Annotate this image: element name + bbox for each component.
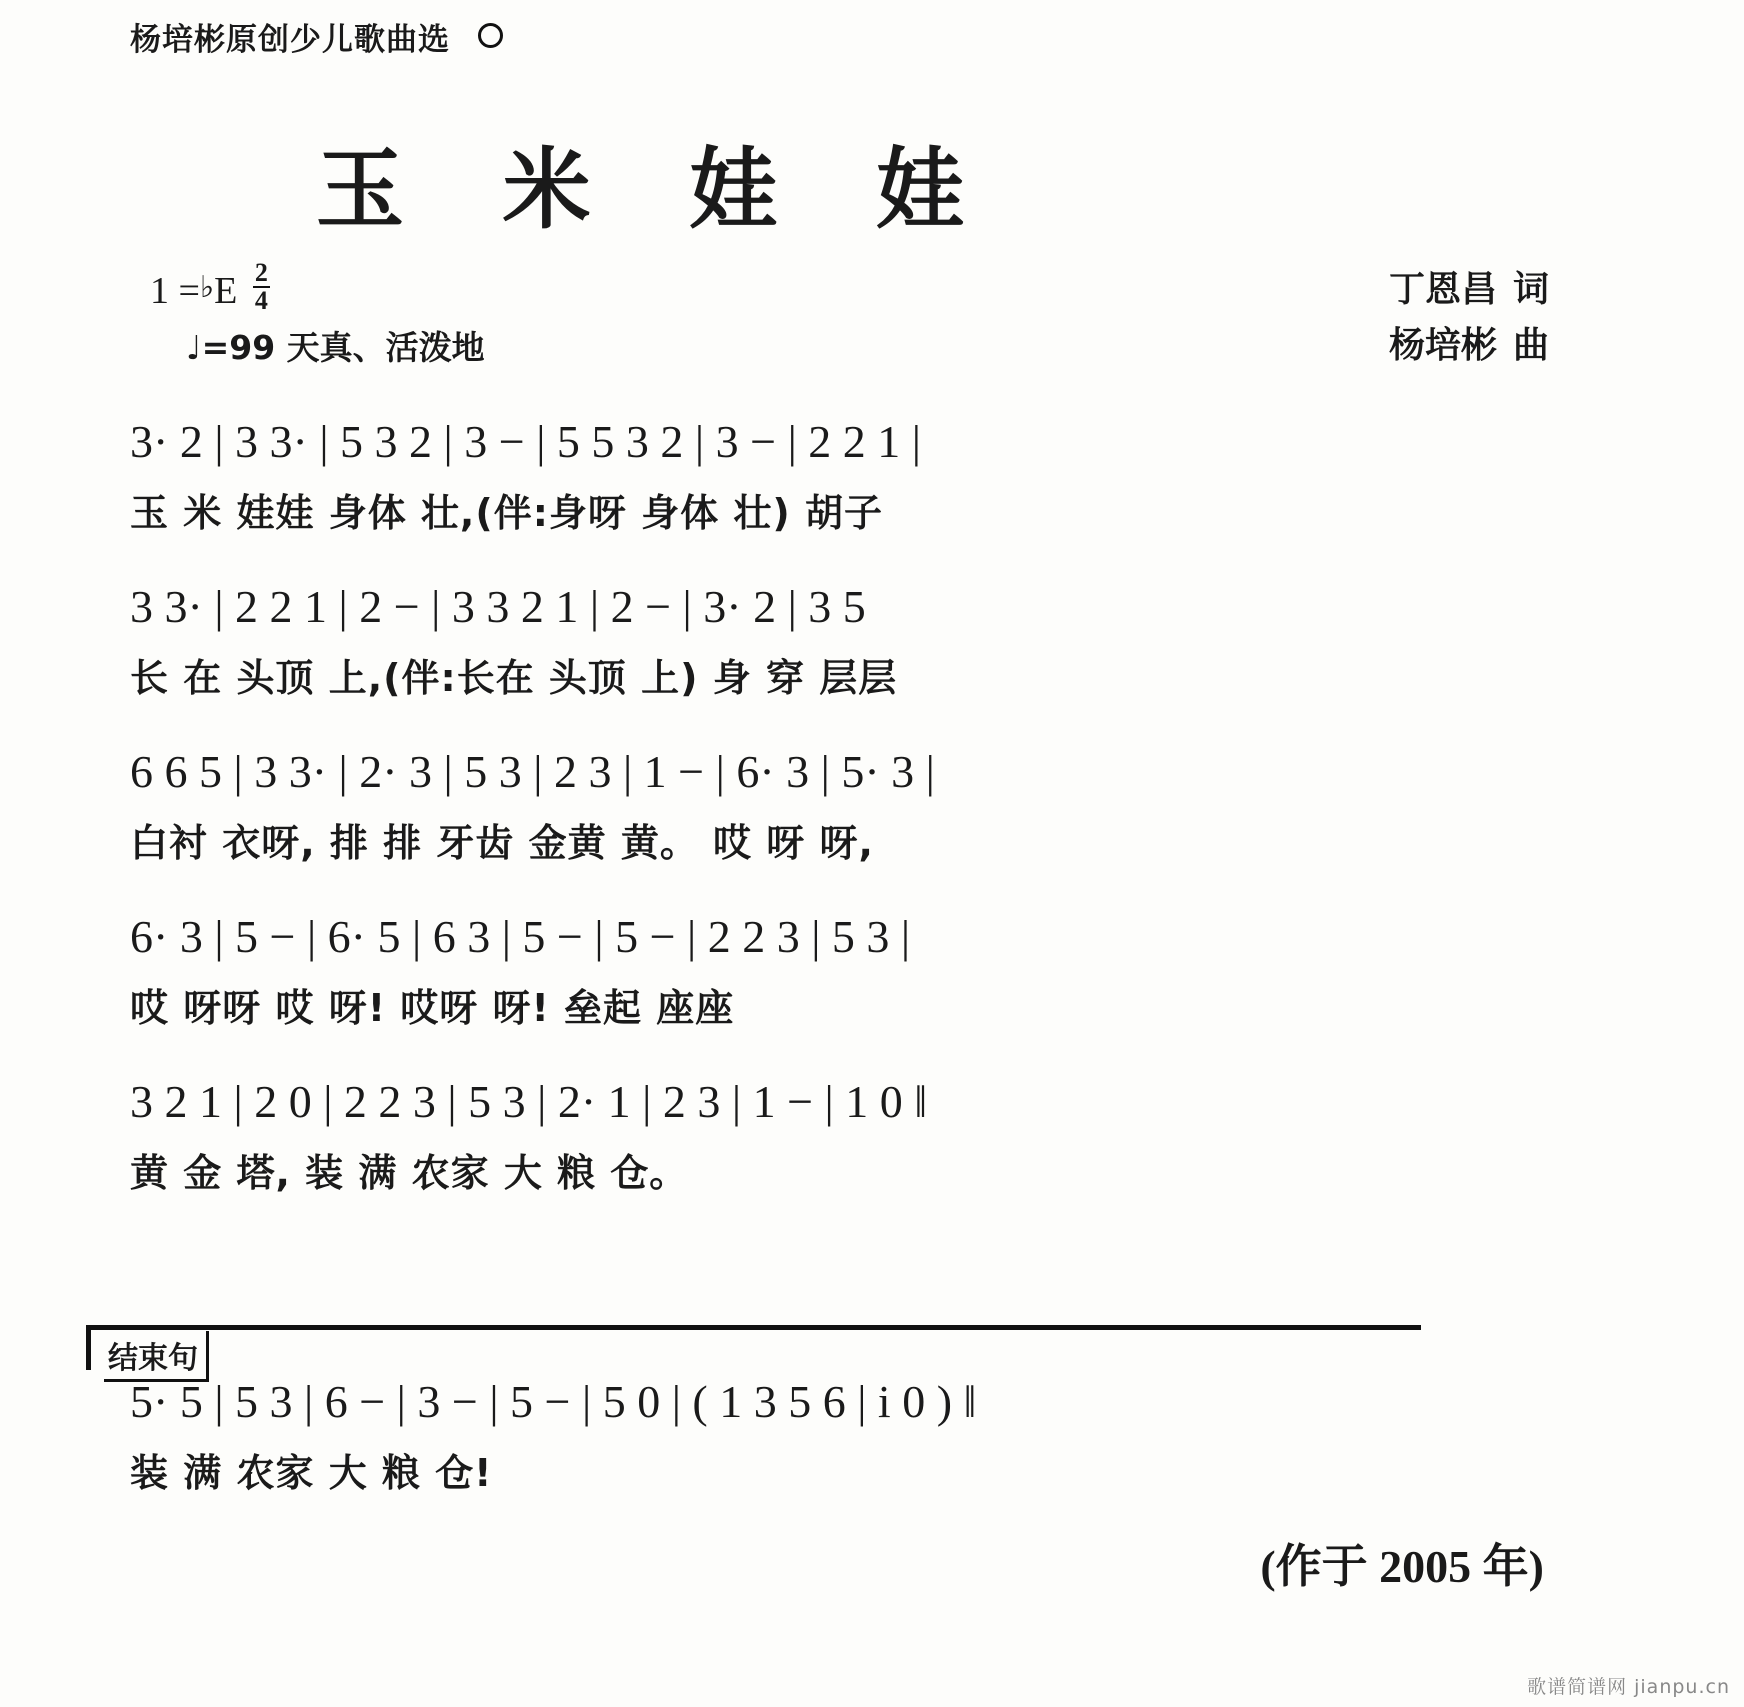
time-numerator: 2 xyxy=(254,258,268,287)
composer-line xyxy=(1389,318,1549,374)
notation-line: 3· 2 | 3 3· | 5 3 2 | 3 − | 5 5 3 2 | 3 − | 2 2 1 | xyxy=(130,416,921,467)
lyric-line: 装 满 农家 大 粮 仓! xyxy=(130,1451,493,1495)
tempo-value: =99 xyxy=(201,328,276,367)
notation-line: 3 3· | 2 2 1 | 2 − | 3 3 2 1 | 2 − | 3· 2 | 3 5 xyxy=(130,581,866,632)
page-title: 玉 米 娃 娃 xyxy=(316,138,998,241)
music-system-5 xyxy=(0,1075,1744,1197)
notation-line: 5· 5 | 5 3 | 6 − | 3 − | 5 − | 5 0 | ( 1 3 5 6 | i 0 ) ‖ xyxy=(130,1376,977,1427)
ending-bracket xyxy=(86,1325,1421,1370)
notation-line: 6· 3 | 5 − | 6· 5 | 6 3 | 5 − | 5 − | 2 2 3 | 5 3 | xyxy=(130,911,911,962)
composed-year: (作于 2005 年) xyxy=(1260,1541,1544,1592)
collection-header xyxy=(130,14,503,59)
lyric-line: 黄 金 塔, 装 满 农家 大 粮 仓。 xyxy=(130,1151,689,1195)
key-signature xyxy=(150,258,270,313)
lyricist-line xyxy=(1389,262,1549,318)
key-tonic: E xyxy=(214,270,238,312)
circle-icon xyxy=(478,23,503,48)
credits-block xyxy=(1389,262,1549,374)
lyric-line: 长 在 头顶 上,(伴:长在 头顶 上) 身 穿 层层 xyxy=(130,656,898,700)
composer-role: 曲 xyxy=(1512,324,1549,366)
lyricist-name: 丁恩昌 xyxy=(1388,269,1497,310)
music-system-1 xyxy=(0,415,1744,537)
quarter-note-icon: ♩ xyxy=(186,328,202,367)
time-signature xyxy=(253,260,270,314)
tempo-expression: 天真、活泼地 xyxy=(286,328,485,367)
music-system-2 xyxy=(0,580,1744,702)
ending-label: 结束句 xyxy=(104,1331,209,1382)
time-denominator: 4 xyxy=(254,286,268,315)
lyric-line: 哎 呀呀 哎 呀! 哎呀 呀! 垒起 座座 xyxy=(130,986,735,1030)
music-system-ending xyxy=(0,1375,1744,1497)
lyricist-role: 词 xyxy=(1512,269,1549,310)
lyric-line: 玉 米 娃娃 身体 壮,(伴:身呀 身体 壮) 胡子 xyxy=(130,491,883,535)
music-system-3 xyxy=(0,745,1744,867)
composer-name: 杨培彬 xyxy=(1388,324,1497,366)
flat-icon: ♭ xyxy=(199,271,215,304)
notation-line: 6 6 5 | 3 3· | 2· 3 | 5 3 | 2 3 | 1 − | 6· 3 | 5· 3 | xyxy=(130,746,935,797)
tempo-marking xyxy=(186,322,485,369)
key-label: 1 = xyxy=(150,270,200,312)
notation-line: 3 2 1 | 2 0 | 2 2 3 | 5 3 | 2· 1 | 2 3 | 1 − | 1 0 ‖ xyxy=(130,1076,928,1127)
collection-title: 杨培彬原创少儿歌曲选 xyxy=(130,22,450,58)
site-watermark: 歌谱简谱网 jianpu.cn xyxy=(1527,1676,1730,1698)
music-system-4 xyxy=(0,910,1744,1032)
lyric-line: 白衬 衣呀, 排 排 牙齿 金黄 黄。 哎 呀 呀, xyxy=(130,821,874,865)
